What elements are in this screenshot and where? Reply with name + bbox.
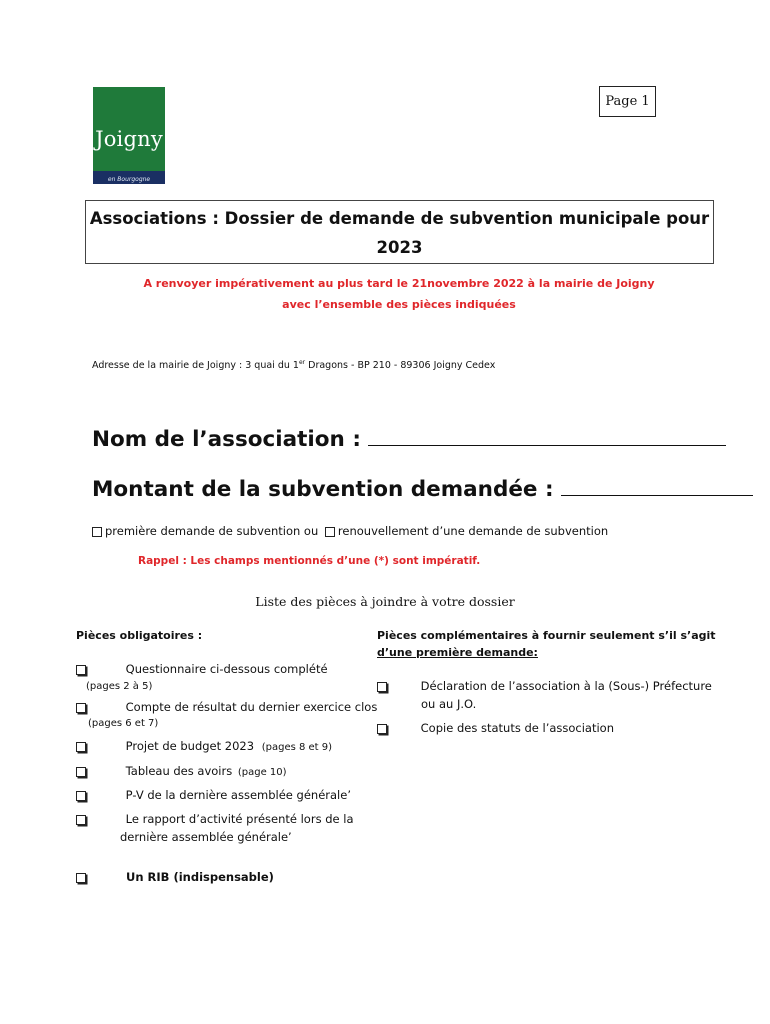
- mandatory-item-note: (pages 8 et 9): [261, 742, 333, 753]
- checkbox-icon[interactable]: [76, 665, 86, 675]
- checkbox-icon[interactable]: [377, 724, 387, 734]
- mairie-address: [92, 359, 495, 371]
- complementary-item-1: [377, 678, 712, 695]
- logo-wordmark: Joigny: [95, 127, 163, 151]
- page-number: Page 1: [599, 86, 656, 117]
- first-request-checkbox[interactable]: [92, 527, 102, 537]
- complementary-heading: Pièces complémentaires à fournir seulement s’il s’agit: [377, 629, 716, 642]
- complementary-item-label: Copie des statuts de l’association: [420, 721, 615, 735]
- mandatory-item-label: Un RIB (indispensable): [126, 870, 274, 884]
- complementary-item-2: [377, 720, 614, 737]
- checkbox-icon[interactable]: [76, 767, 86, 777]
- complementary-item-1-line-2: ou au J.O.: [421, 697, 477, 711]
- first-request-label: première demande de subvention ou: [105, 524, 319, 538]
- checkbox-icon[interactable]: [76, 873, 86, 883]
- rappel-note: Rappel : Les champs mentionnés d’une (*) sont impératif.: [138, 555, 481, 567]
- complementary-item-label: Déclaration de l’association à la (Sous-) Préfecture: [420, 679, 712, 693]
- address-sup: er: [298, 359, 306, 366]
- mandatory-item-label: P-V de la dernière assemblée générale’: [125, 788, 351, 802]
- mandatory-item-3: [76, 738, 332, 756]
- mandatory-item-6: [76, 811, 354, 828]
- amount-field[interactable]: [92, 477, 753, 502]
- complementary-heading-line-2: d’une première demande:: [377, 646, 538, 659]
- joigny-logo: [93, 87, 165, 184]
- documents-list-heading: Liste des pièces à joindre à votre dossier: [255, 594, 515, 609]
- checkbox-icon[interactable]: [76, 815, 86, 825]
- mandatory-item-2: [76, 699, 377, 716]
- mandatory-item-label: Le rapport d’activité présenté lors de la: [125, 812, 354, 826]
- checkbox-icon[interactable]: [76, 703, 86, 713]
- mandatory-item-note: (page 10): [237, 767, 287, 778]
- mandatory-item-label: Questionnaire ci-dessous complété: [125, 662, 328, 676]
- renewal-label: renouvellement d’une demande de subvention: [337, 524, 609, 538]
- mandatory-item-label: Compte de résultat du dernier exercice clos: [125, 700, 378, 714]
- logo-tagline: en Bourgogne: [107, 176, 151, 183]
- mandatory-item-1-note: (pages 2 à 5): [86, 681, 153, 692]
- title-line-2: 2023: [376, 238, 423, 257]
- address-prefix: Adresse de la mairie de Joigny : 3 quai du 1: [92, 360, 299, 372]
- mandatory-item-label: Projet de budget 2023: [125, 739, 255, 753]
- renewal-checkbox[interactable]: [325, 527, 335, 537]
- mandatory-item-6-line-2: dernière assemblée générale’: [120, 830, 292, 844]
- deadline-notice: A renvoyer impérativement au plus tard le 21novembre 2022 à la mairie de Joigny: [143, 277, 655, 290]
- association-name-field[interactable]: [92, 427, 726, 452]
- title-line-1: Associations : Dossier de demande de subvention municipale pour: [89, 209, 710, 228]
- amount-label: Montant de la subvention demandée :: [92, 477, 554, 502]
- address-suffix: Dragons - BP 210 - 89306 Joigny Cedex: [305, 360, 496, 372]
- association-name-line[interactable]: [368, 444, 726, 446]
- mandatory-item-7: [76, 869, 274, 886]
- deadline-notice-line-2: avec l’ensemble des pièces indiquées: [282, 298, 516, 311]
- mandatory-item-2-note: (pages 6 et 7): [88, 718, 159, 729]
- mandatory-item-4: [76, 763, 287, 781]
- mandatory-heading: Pièces obligatoires :: [76, 629, 203, 642]
- checkbox-icon[interactable]: [377, 682, 387, 692]
- association-name-label: Nom de l’association :: [92, 427, 361, 452]
- checkbox-icon[interactable]: [76, 742, 86, 752]
- mandatory-item-1: [76, 661, 328, 678]
- amount-line[interactable]: [561, 494, 753, 496]
- request-type-choice: [92, 524, 608, 538]
- mandatory-item-5: [76, 787, 351, 804]
- title-box: [85, 200, 714, 264]
- mandatory-item-label: Tableau des avoirs: [125, 764, 233, 778]
- checkbox-icon[interactable]: [76, 791, 86, 801]
